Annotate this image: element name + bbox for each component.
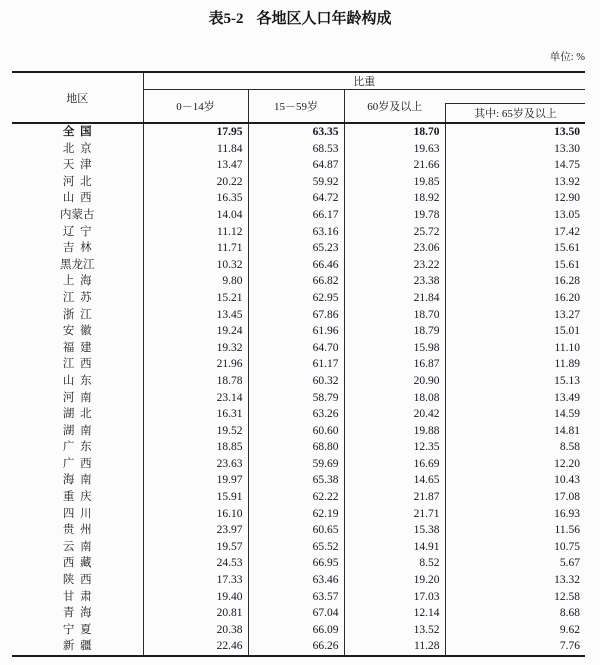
table-row xyxy=(12,323,585,340)
unit-label: 单位: % xyxy=(549,52,585,63)
value-cell: 62.19 xyxy=(248,506,344,523)
region-cell: 湖 南 xyxy=(62,424,92,437)
value-cell: 67.86 xyxy=(248,307,344,324)
value-cell: 19.20 xyxy=(344,572,445,589)
table-row xyxy=(12,439,585,456)
value-cell: 61.96 xyxy=(248,323,344,340)
value-cell: 63.57 xyxy=(248,589,344,606)
value-cell: 23.97 xyxy=(143,522,248,539)
value-cell: 65.23 xyxy=(248,240,344,257)
value-cell: 63.26 xyxy=(248,406,344,423)
value-cell: 10.43 xyxy=(445,472,585,489)
table-row xyxy=(12,307,585,324)
value-cell: 14.65 xyxy=(344,472,445,489)
proportion-group-header: 比重 xyxy=(143,72,585,90)
value-cell: 12.35 xyxy=(344,439,445,456)
value-cell: 20.81 xyxy=(143,605,248,622)
age-composition-table xyxy=(12,71,585,657)
value-cell: 12.14 xyxy=(344,605,445,622)
value-cell: 13.27 xyxy=(445,307,585,324)
value-cell: 15.13 xyxy=(445,373,585,390)
value-cell: 16.69 xyxy=(344,456,445,473)
value-cell: 19.40 xyxy=(143,589,248,606)
table-title-text: 各地区人口年龄构成 xyxy=(256,11,392,27)
col-header-age-60-plus: 60岁及以上 xyxy=(344,90,445,124)
value-cell: 18.70 xyxy=(344,123,445,141)
table-row xyxy=(12,555,585,572)
value-cell: 13.05 xyxy=(445,207,585,224)
region-cell: 江 苏 xyxy=(62,291,92,304)
table-row xyxy=(12,290,585,307)
value-cell: 18.78 xyxy=(143,373,248,390)
table-row xyxy=(12,539,585,556)
value-cell: 15.01 xyxy=(445,323,585,340)
region-cell: 黑龙江 xyxy=(60,258,95,271)
value-cell: 8.68 xyxy=(445,605,585,622)
value-cell: 19.52 xyxy=(143,423,248,440)
value-cell: 19.85 xyxy=(344,174,445,191)
table-row xyxy=(12,589,585,606)
table-row xyxy=(12,207,585,224)
value-cell: 60.65 xyxy=(248,522,344,539)
value-cell: 15.38 xyxy=(344,522,445,539)
value-cell: 8.52 xyxy=(344,555,445,572)
value-cell: 64.87 xyxy=(248,157,344,174)
table-body xyxy=(12,123,585,656)
value-cell: 5.67 xyxy=(445,555,585,572)
table-row xyxy=(12,423,585,440)
table-row xyxy=(12,190,585,207)
col-header-age-0-14: 0－14岁 xyxy=(143,90,248,124)
table-row xyxy=(12,174,585,191)
value-cell: 10.75 xyxy=(445,539,585,556)
table-row xyxy=(12,257,585,274)
value-cell: 66.82 xyxy=(248,273,344,290)
table-header xyxy=(12,72,585,123)
table-row xyxy=(12,572,585,589)
value-cell: 25.72 xyxy=(344,224,445,241)
region-cell: 山 东 xyxy=(62,374,92,387)
value-cell: 8.58 xyxy=(445,439,585,456)
value-cell: 63.16 xyxy=(248,224,344,241)
value-cell: 21.66 xyxy=(344,157,445,174)
value-cell: 21.96 xyxy=(143,356,248,373)
value-cell: 18.79 xyxy=(344,323,445,340)
table-row xyxy=(12,406,585,423)
value-cell: 23.14 xyxy=(143,390,248,407)
value-cell: 20.90 xyxy=(344,373,445,390)
table-row xyxy=(12,123,585,141)
region-cell: 内蒙古 xyxy=(60,208,95,221)
value-cell: 9.62 xyxy=(445,622,585,639)
value-cell: 12.90 xyxy=(445,190,585,207)
table-row xyxy=(12,141,585,158)
value-cell: 19.57 xyxy=(143,539,248,556)
value-cell: 64.70 xyxy=(248,340,344,357)
table-row xyxy=(12,273,585,290)
value-cell: 11.84 xyxy=(143,141,248,158)
region-cell: 贵 州 xyxy=(62,524,92,537)
region-cell: 浙 江 xyxy=(62,308,92,321)
table-number: 表5-2 xyxy=(208,11,244,27)
value-cell: 15.61 xyxy=(445,240,585,257)
value-cell: 19.78 xyxy=(344,207,445,224)
value-cell: 15.21 xyxy=(143,290,248,307)
value-cell: 18.92 xyxy=(344,190,445,207)
region-cell: 云 南 xyxy=(62,540,92,553)
page-title xyxy=(0,0,600,28)
region-cell: 上 海 xyxy=(62,275,92,288)
value-cell: 17.03 xyxy=(344,589,445,606)
value-cell: 60.60 xyxy=(248,423,344,440)
value-cell: 13.45 xyxy=(143,307,248,324)
value-cell: 60.32 xyxy=(248,373,344,390)
region-cell: 江 西 xyxy=(62,358,92,371)
value-cell: 13.49 xyxy=(445,390,585,407)
value-cell: 58.79 xyxy=(248,390,344,407)
value-cell: 23.22 xyxy=(344,257,445,274)
region-cell: 吉 林 xyxy=(62,242,92,255)
col-header-age-15-59: 15－59岁 xyxy=(248,90,344,124)
value-cell: 59.92 xyxy=(248,174,344,191)
value-cell: 11.89 xyxy=(445,356,585,373)
table-row xyxy=(12,356,585,373)
value-cell: 63.46 xyxy=(248,572,344,589)
value-cell: 23.38 xyxy=(344,273,445,290)
region-cell: 海 南 xyxy=(62,474,92,487)
region-cell: 四 川 xyxy=(62,507,92,520)
value-cell: 16.10 xyxy=(143,506,248,523)
value-cell: 13.92 xyxy=(445,174,585,191)
value-cell: 16.93 xyxy=(445,506,585,523)
table-row xyxy=(12,605,585,622)
region-cell: 河 南 xyxy=(62,391,92,404)
value-cell: 13.47 xyxy=(143,157,248,174)
table-row xyxy=(12,522,585,539)
table-row xyxy=(12,622,585,639)
value-cell: 61.17 xyxy=(248,356,344,373)
region-cell: 重 庆 xyxy=(62,491,92,504)
value-cell: 9.80 xyxy=(143,273,248,290)
table-row xyxy=(12,506,585,523)
region-cell: 安 徽 xyxy=(62,325,92,338)
value-cell: 17.33 xyxy=(143,572,248,589)
value-cell: 20.38 xyxy=(143,622,248,639)
value-cell: 64.72 xyxy=(248,190,344,207)
value-cell: 21.84 xyxy=(344,290,445,307)
region-cell: 湖 北 xyxy=(62,408,92,421)
region-cell: 福 建 xyxy=(62,341,92,354)
value-cell: 66.17 xyxy=(248,207,344,224)
value-cell: 15.91 xyxy=(143,489,248,506)
value-cell: 19.32 xyxy=(143,340,248,357)
value-cell: 14.91 xyxy=(344,539,445,556)
value-cell: 14.04 xyxy=(143,207,248,224)
region-cell: 西 藏 xyxy=(62,557,92,570)
value-cell: 66.26 xyxy=(248,638,344,656)
value-cell: 16.20 xyxy=(445,290,585,307)
value-cell: 14.59 xyxy=(445,406,585,423)
value-cell: 23.63 xyxy=(143,456,248,473)
region-cell: 陕 西 xyxy=(62,574,92,587)
table-row xyxy=(12,489,585,506)
region-cell: 宁 夏 xyxy=(62,623,92,636)
value-cell: 21.87 xyxy=(344,489,445,506)
value-cell: 20.42 xyxy=(344,406,445,423)
value-cell: 11.12 xyxy=(143,224,248,241)
value-cell: 18.08 xyxy=(344,390,445,407)
value-cell: 17.95 xyxy=(143,123,248,141)
region-cell: 新 疆 xyxy=(62,640,92,653)
value-cell: 66.95 xyxy=(248,555,344,572)
col-header-age-65-plus: 其中: 65岁及以上 xyxy=(445,103,585,122)
value-cell: 16.87 xyxy=(344,356,445,373)
table-row xyxy=(12,638,585,656)
value-cell: 11.28 xyxy=(344,638,445,656)
value-cell: 22.46 xyxy=(143,638,248,656)
table-row xyxy=(12,390,585,407)
region-cell: 北 京 xyxy=(62,142,92,155)
region-cell: 甘 肃 xyxy=(62,590,92,603)
value-cell: 14.75 xyxy=(445,157,585,174)
region-cell: 广 东 xyxy=(62,441,92,454)
value-cell: 15.98 xyxy=(344,340,445,357)
value-cell: 19.63 xyxy=(344,141,445,158)
region-cell: 青 海 xyxy=(62,607,92,620)
value-cell: 16.31 xyxy=(143,406,248,423)
value-cell: 67.04 xyxy=(248,605,344,622)
value-cell: 19.24 xyxy=(143,323,248,340)
value-cell: 17.42 xyxy=(445,224,585,241)
region-cell: 辽 宁 xyxy=(62,225,92,238)
value-cell: 12.20 xyxy=(445,456,585,473)
value-cell: 10.32 xyxy=(143,257,248,274)
value-cell: 16.28 xyxy=(445,273,585,290)
value-cell: 66.09 xyxy=(248,622,344,639)
table-row xyxy=(12,157,585,174)
table-row xyxy=(12,456,585,473)
value-cell: 17.08 xyxy=(445,489,585,506)
region-cell: 河 北 xyxy=(62,175,92,188)
value-cell: 24.53 xyxy=(143,555,248,572)
value-cell: 14.81 xyxy=(445,423,585,440)
table-row xyxy=(12,240,585,257)
value-cell: 63.35 xyxy=(248,123,344,141)
col-header-age-65-plus-cell xyxy=(445,90,585,124)
table-row xyxy=(12,472,585,489)
table-row xyxy=(12,373,585,390)
value-cell: 18.70 xyxy=(344,307,445,324)
value-cell: 15.61 xyxy=(445,257,585,274)
value-cell: 19.88 xyxy=(344,423,445,440)
value-cell: 62.22 xyxy=(248,489,344,506)
region-cell: 天 津 xyxy=(62,159,92,172)
value-cell: 18.85 xyxy=(143,439,248,456)
value-cell: 12.58 xyxy=(445,589,585,606)
value-cell: 59.69 xyxy=(248,456,344,473)
value-cell: 68.80 xyxy=(248,439,344,456)
value-cell: 13.50 xyxy=(445,123,585,141)
value-cell: 13.32 xyxy=(445,572,585,589)
table-row xyxy=(12,340,585,357)
table-row xyxy=(12,224,585,241)
value-cell: 20.22 xyxy=(143,174,248,191)
value-cell: 13.30 xyxy=(445,141,585,158)
value-cell: 65.52 xyxy=(248,539,344,556)
value-cell: 16.35 xyxy=(143,190,248,207)
value-cell: 19.97 xyxy=(143,472,248,489)
value-cell: 11.10 xyxy=(445,340,585,357)
value-cell: 11.56 xyxy=(445,522,585,539)
value-cell: 65.38 xyxy=(248,472,344,489)
value-cell: 13.52 xyxy=(344,622,445,639)
value-cell: 68.53 xyxy=(248,141,344,158)
value-cell: 21.71 xyxy=(344,506,445,523)
value-cell: 62.95 xyxy=(248,290,344,307)
value-cell: 23.06 xyxy=(344,240,445,257)
value-cell: 66.46 xyxy=(248,257,344,274)
value-cell: 7.76 xyxy=(445,638,585,656)
region-cell: 山 西 xyxy=(62,192,92,205)
value-cell: 11.71 xyxy=(143,240,248,257)
region-cell: 广 西 xyxy=(62,457,92,470)
region-column-header: 地区 xyxy=(12,72,143,123)
region-cell: 全 国 xyxy=(62,126,92,138)
